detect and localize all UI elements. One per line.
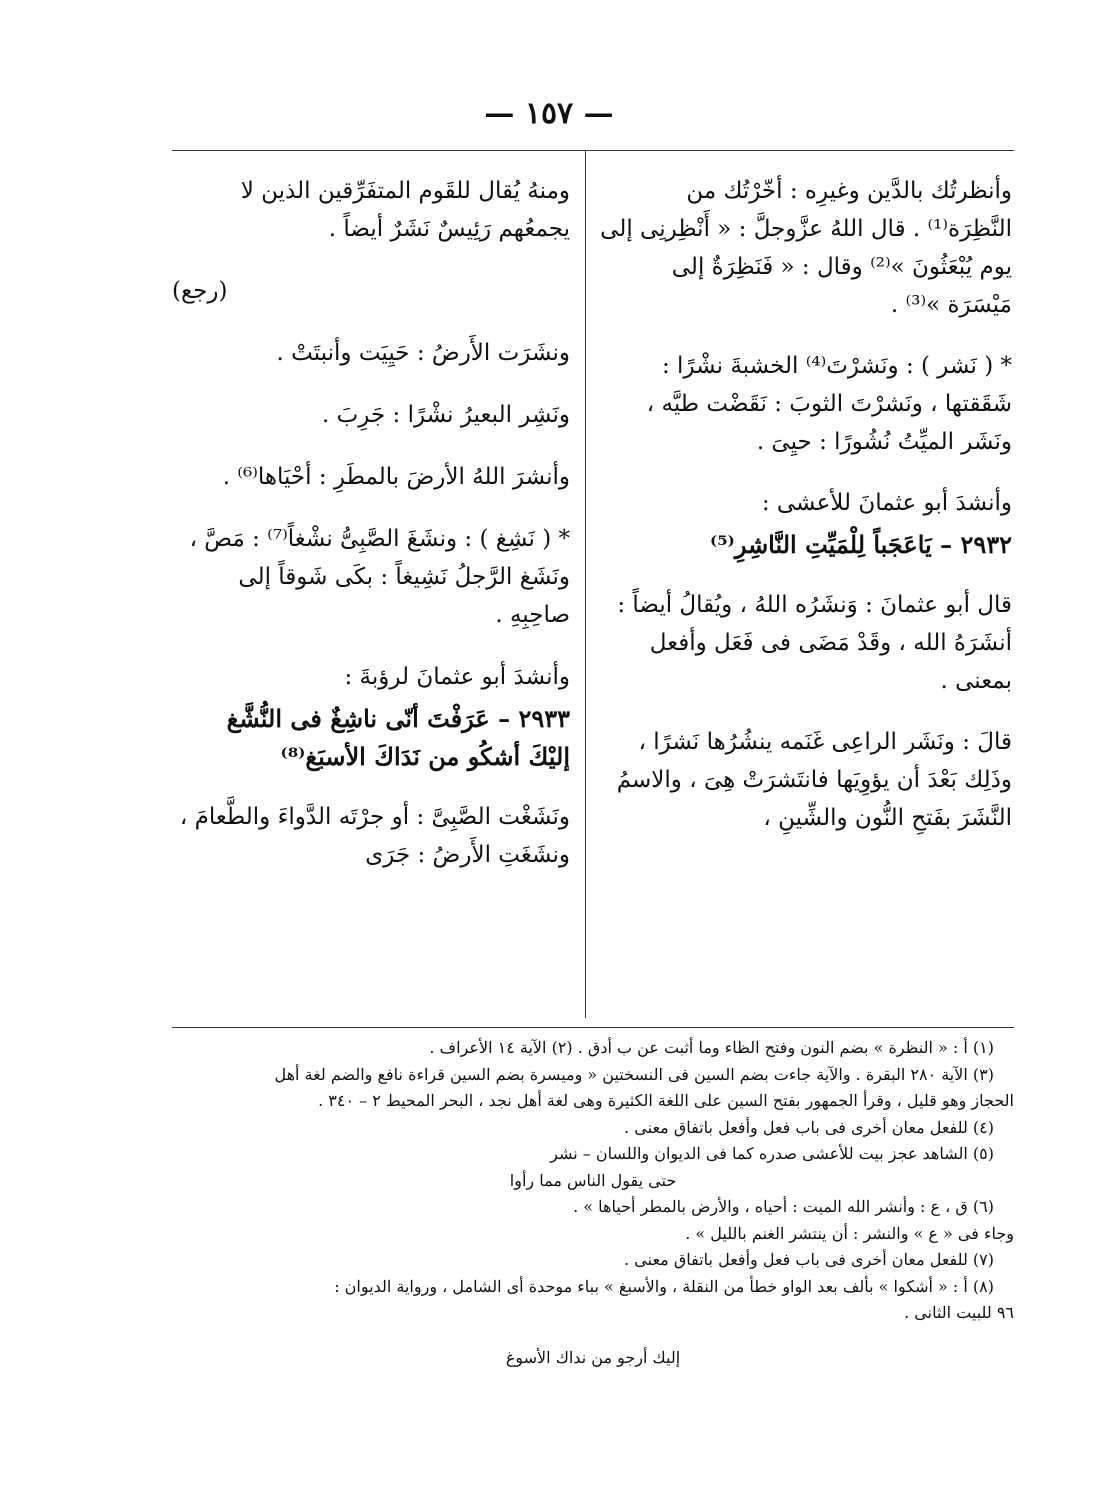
paragraph: وأنشدَ أبو عثمانَ للأعشى : xyxy=(761,490,1012,516)
footnote: (٥) الشاهد عجز بيت للأعشى صدره كما فى الديوان واللسان – نشر xyxy=(550,1144,994,1163)
paragraph: وأنشرَ اللهُ الأرضَ بالمطَرِ : أحْيَاها⁽⁶⁾ . xyxy=(222,464,570,490)
paragraph: قال أبو عثمانَ : وَنشَرُه اللهُ ، ويُقالُ أيضاً : أنشَرَهُ الله ، وقَدْ مَضَى فى فَعَل وأفعل بمعنى . xyxy=(617,592,1012,694)
paragraph: * ( نَشِغ ) : ونشَغَ الصَّبِىُّ نشْغاً⁽⁷⁾ : مَصَّ ، ونَشَغ الرَّجلُ نَشِيغاً : بكَى شَوقاً إلى صاحِبِهِ . xyxy=(189,526,570,628)
paragraph: ونَشَغْت الصَّبِىَّ : أو جرْتَه الدَّواءَ والطَّعامَ ، ونشَغَتِ الأَرضُ : جَرَى xyxy=(179,804,570,868)
paragraph: ونشَرَت الأَرضُ : حَيِيَت وأنبتَتْ . xyxy=(276,340,570,366)
paragraph: * ( نَشر ) : ونَشرْتَ⁽⁴⁾ الخشبةَ نشْرًا : شَقَقتها ، ونَشرْتَ الثوبَ : نَقَضْت طيَّه ، ونَشَر الميِّتُ نُشُورًا : حيِىَ . xyxy=(646,353,1012,455)
right-column xyxy=(600,172,1012,860)
footnote: (١) أ : « النظرة » بضم النون وفتح الظاء وما أثبت عن ب أدق . (٢) الآية ١٤ الأعراف . xyxy=(429,1038,994,1057)
header-rule xyxy=(172,150,1014,151)
footnotes xyxy=(172,1035,1014,1371)
footnote-verse: إليك أرجو من نداك الأسوغ xyxy=(505,1347,681,1367)
margin-mark: ٩٦ xyxy=(996,1303,1014,1322)
footnote: الحجاز وهو قليل ، وقرأ الجمهور بفتح السين على اللغة الكثيرة وهى لغة أهل نجد ، البحر المحيط ٢ – ٣٤٠ . xyxy=(318,1091,1014,1110)
footnote-text: للبيت الثانى . xyxy=(904,1303,992,1322)
verse-line: ٢٩٣٣ – عَرَفْتَ أنّى ناشِغٌ فى النُّشَّغ xyxy=(226,704,570,733)
page-number: — ١٥٧ — xyxy=(484,96,614,131)
footnote: (٤) للفعل معان أخرى فى باب فعل وأفعل باتفاق معنى . xyxy=(624,1117,994,1137)
verse: ٢٩٣٢ – يَاعَجَباً لِلْمَيِّتِ النَّاشِرِ⁽⁵⁾ xyxy=(710,530,1012,559)
paragraph: وأنشدَ أبو عثمانَ لرؤبةَ : xyxy=(344,664,570,690)
footnote: (٨) أ : « أشكوا » بألف بعد الواو خطأ من النقلة ، والأسبغ » بباء موحدة أى الشامل ، ورواية الديوان : xyxy=(334,1276,994,1296)
paragraph: ونَشِر البعيرُ نشْرًا : جَرِبَ . xyxy=(322,402,570,428)
footnote xyxy=(172,1300,1014,1327)
section-heading: (رجع) xyxy=(172,278,228,304)
footnote-verse: حتى يقول الناس مما رأوا xyxy=(509,1170,677,1190)
paragraph: ومنهُ يُقال للقَوم المتفَرِّقين الذين لا يجمعُهم رَئِيسٌ نَشَرٌ أيضاً . xyxy=(240,178,570,242)
footnote-rule xyxy=(172,1027,1014,1028)
footnote: (٦) ق ، ع : وأنشر الله الميت : أحياه ، والأرض بالمطر أحياها » . xyxy=(573,1197,994,1216)
paragraph: وأنظرتُك بالدَّين وغيرِه : أخّرْتُك من النَّظِرَة⁽¹⁾ . قال اللهُ عزَّوجلَّ : « أَنْظِرنِى إلى يوم يُبْعَثُونَ »⁽²⁾ وقال : « فَنَظِرَةٌ إلى مَيْسَرَة »⁽³⁾ . xyxy=(600,178,1012,318)
column-divider xyxy=(585,150,586,1018)
footnote: (٣) الآية ٢٨٠ البقرة . والآية جاءت بضم السين فى النسختين « وميسرة بضم السين قراءة نافع والضم لغة أهل xyxy=(274,1064,994,1084)
paragraph: قالَ : ونَشَر الراعِى غَنَمه ينشُرُها نَشرًا ، وذَلِك بَعْدَ أن يؤوِيَها فانتَشرَتْ هِىَ ، والاسمُ النَّشَرَ بفَتحِ النُّون والشِّينِ ، xyxy=(616,729,1012,831)
verse xyxy=(172,700,570,776)
footnote: (٧) للفعل معان أخرى فى باب فعل وأفعل باتفاق معنى . xyxy=(624,1250,994,1269)
verse-line: إليْكَ أشكُو من نَدَاكَ الأسبَغ⁽⁸⁾ xyxy=(280,742,570,771)
footnote: وجاء فى « ع » والنشر : أن ينتشر الغنم بالليل » . xyxy=(685,1223,1014,1243)
left-column xyxy=(172,172,570,898)
